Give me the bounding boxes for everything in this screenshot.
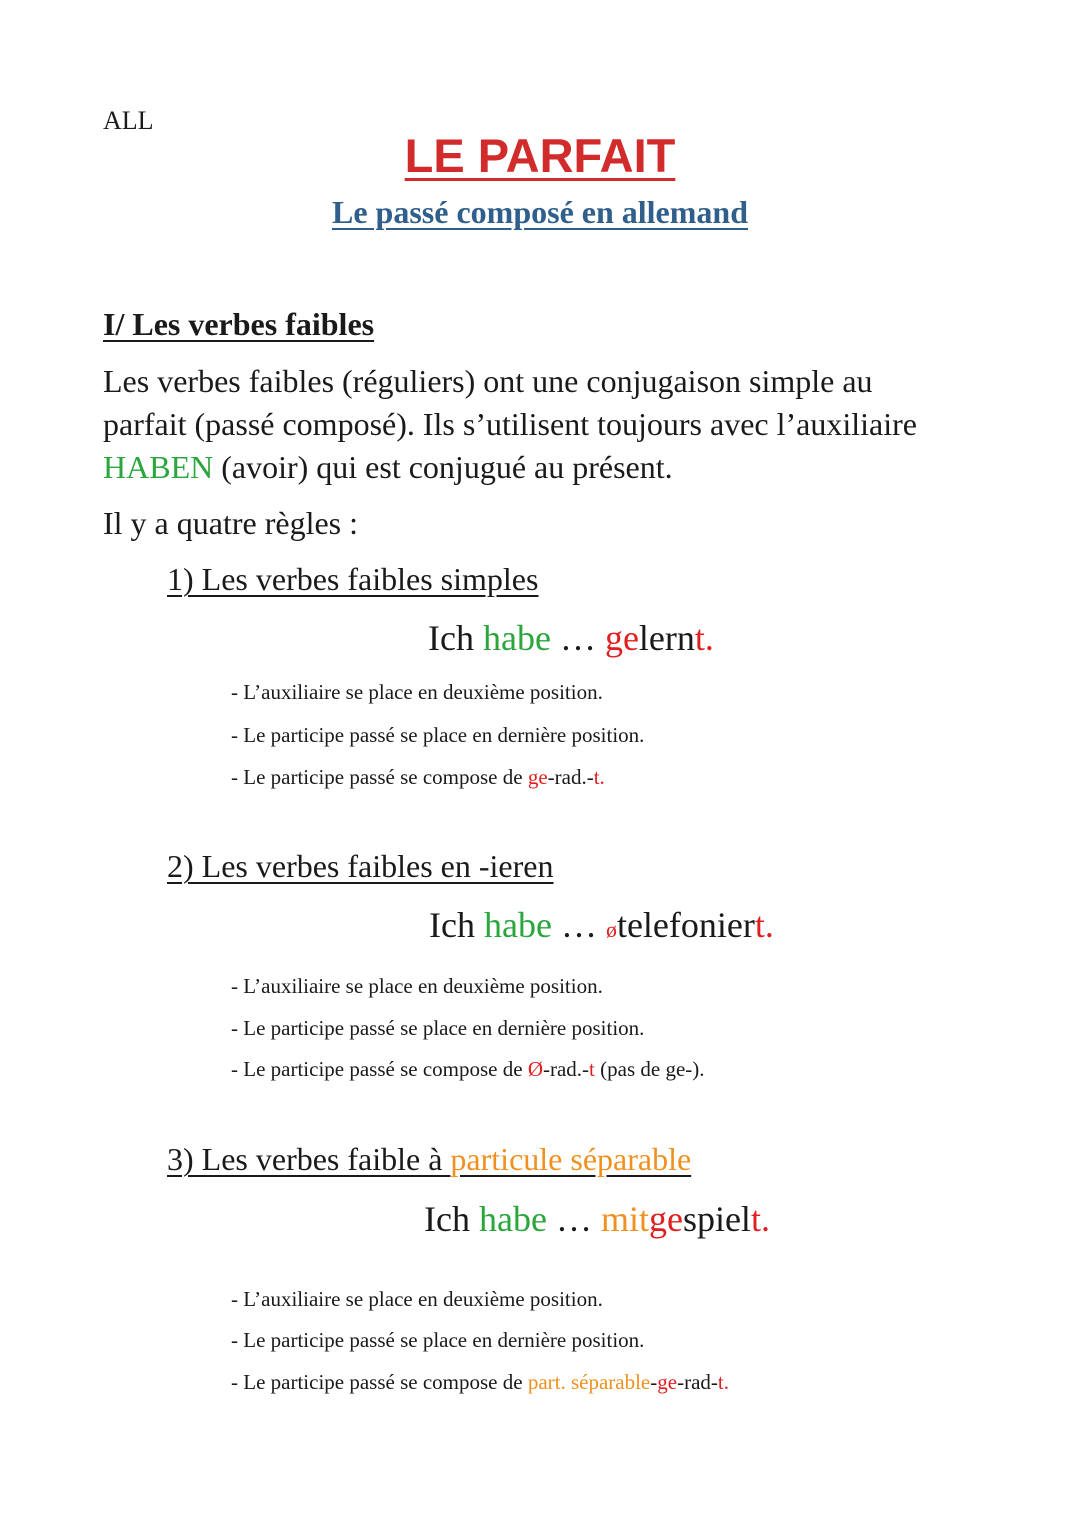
- rule3-heading-text: 3) Les verbes faible à: [167, 1141, 451, 1177]
- participle-radical: lern: [638, 618, 695, 658]
- rule2-example: [429, 904, 774, 946]
- formula-suffix: t: [717, 1370, 724, 1394]
- formula-prefix: Ø: [527, 1057, 543, 1081]
- intro-line-3: [103, 449, 673, 486]
- example-auxiliary: habe: [483, 905, 552, 945]
- participle-suffix: t: [694, 618, 705, 658]
- example-period: .: [764, 905, 774, 945]
- bullet-text: - Le participe passé se compose de: [231, 1057, 528, 1081]
- bullet-text: - Le participe passé se compose de: [231, 765, 528, 789]
- formula-particle: part. séparable: [527, 1370, 651, 1394]
- example-subject: Ich: [429, 905, 484, 945]
- section-heading: I/ Les verbes faibles: [103, 306, 375, 342]
- rules-intro: Il y a quatre règles :: [103, 505, 358, 541]
- rule3-bullet-composition: [231, 1370, 729, 1395]
- rule1-example: [428, 617, 714, 659]
- intro-line-1: Les verbes faibles (réguliers) ont une conjugaison simple au: [103, 363, 873, 399]
- formula-separator: -: [650, 1370, 658, 1394]
- intro-line-2: parfait (passé composé). Ils s’utilisent toujours avec l’auxiliaire: [103, 406, 917, 442]
- rule2-bullet-aux: - L’auxiliaire se place en deuxième position.: [231, 974, 603, 998]
- rule3-bullet-aux: - L’auxiliaire se place en deuxième position.: [231, 1287, 603, 1311]
- haben-keyword: HABEN: [103, 449, 214, 485]
- rule3-heading: [167, 1141, 691, 1178]
- formula-radical: -rad-: [677, 1370, 718, 1394]
- rule3-example: [424, 1198, 770, 1240]
- example-ellipsis: …: [551, 905, 606, 945]
- rule1-heading: 1) Les verbes faibles simples: [167, 561, 539, 597]
- bullet-text: - Le participe passé se compose de: [231, 1370, 528, 1394]
- participle-radical: spiel: [682, 1199, 751, 1239]
- rule2-bullet-position: - Le participe passé se place en dernière position.: [231, 1016, 645, 1040]
- formula-radical: -rad.-: [547, 765, 594, 789]
- participle-suffix: t: [754, 905, 765, 945]
- formula-prefix: ge: [527, 765, 548, 789]
- example-subject: Ich: [428, 618, 483, 658]
- example-auxiliary: habe: [478, 1199, 547, 1239]
- rule1-bullet-aux: - L’auxiliaire se place en deuxième position.: [231, 680, 603, 704]
- page-title: LE PARFAIT: [404, 129, 676, 182]
- formula-end: (pas de ge-).: [594, 1057, 705, 1081]
- participle-prefix: ge: [604, 618, 639, 658]
- formula-end: .: [599, 765, 605, 789]
- participle-prefix: ge: [648, 1199, 683, 1239]
- example-subject: Ich: [424, 1199, 479, 1239]
- page-subtitle: Le passé composé en allemand: [332, 194, 748, 230]
- example-period: .: [760, 1199, 770, 1239]
- participle-particle: mit: [600, 1199, 649, 1239]
- example-ellipsis: …: [550, 618, 605, 658]
- rule1-bullet-position: - Le participe passé se place en dernière position.: [231, 723, 645, 747]
- intro-line-3-rest: (avoir) qui est conjugué au présent.: [213, 449, 673, 485]
- formula-suffix: t: [593, 765, 600, 789]
- formula-suffix: t: [589, 1057, 595, 1081]
- example-auxiliary: habe: [482, 618, 551, 658]
- example-ellipsis: …: [546, 1199, 601, 1239]
- participle-radical: telefonier: [616, 905, 755, 945]
- formula-radical: -rad.-: [542, 1057, 590, 1081]
- rule1-bullet-composition: [231, 765, 605, 790]
- rule2-bullet-composition: [231, 1057, 705, 1082]
- formula-prefix: ge: [657, 1370, 678, 1394]
- rule3-heading-highlight: particule séparable: [450, 1141, 692, 1177]
- participle-suffix: t: [750, 1199, 761, 1239]
- example-period: .: [704, 618, 714, 658]
- participle-prefix: ø: [605, 917, 617, 942]
- formula-end: .: [723, 1370, 729, 1394]
- rule2-heading: 2) Les verbes faibles en -ieren: [167, 848, 554, 884]
- rule3-bullet-position: - Le participe passé se place en dernière position.: [231, 1328, 645, 1352]
- subject-label: ALL: [103, 106, 154, 135]
